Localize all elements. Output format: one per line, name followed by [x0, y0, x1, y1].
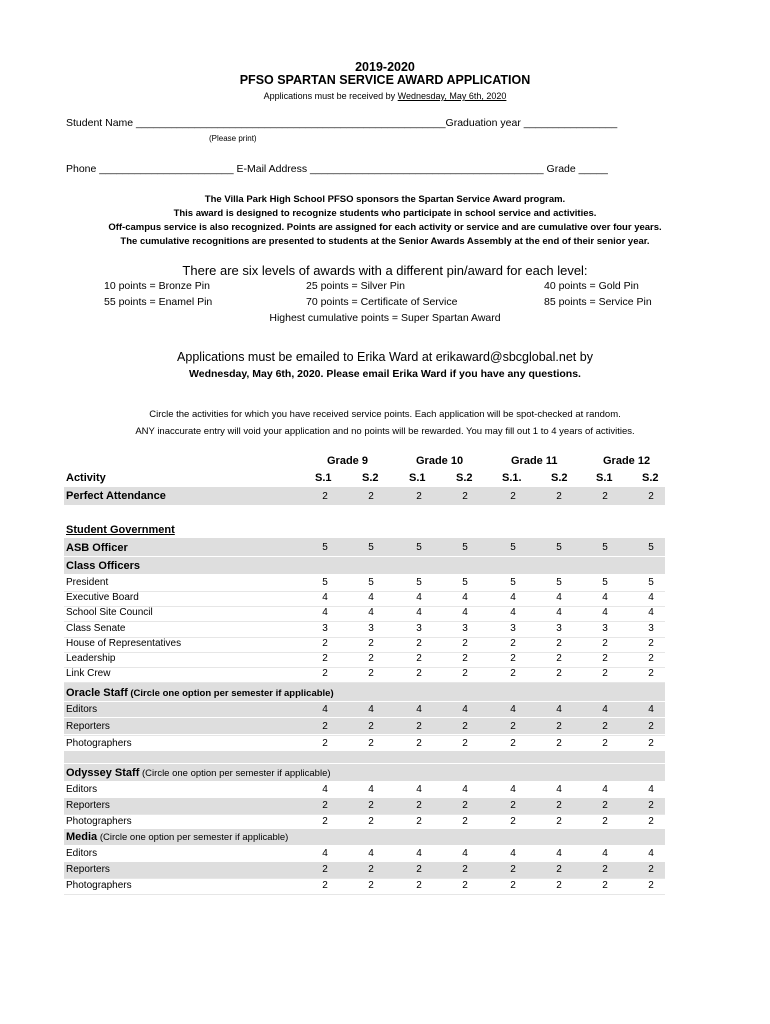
oracle-row-value[interactable]: 4 — [416, 704, 422, 715]
oracle-row-value[interactable]: 2 — [462, 738, 468, 749]
media-row-value[interactable]: 2 — [510, 864, 516, 875]
grade-9-header: Grade 9 — [327, 455, 368, 467]
odyssey-row-value[interactable]: 4 — [648, 784, 654, 795]
odyssey-row-label: Photographers — [66, 816, 132, 827]
media-row-value[interactable]: 4 — [556, 848, 562, 859]
class-officer-value[interactable]: 2 — [556, 653, 562, 664]
media-row-value[interactable]: 2 — [648, 864, 654, 875]
perfect-attendance-value[interactable]: 2 — [322, 491, 328, 502]
page-title: PFSO SPARTAN SERVICE AWARD APPLICATION — [239, 73, 531, 87]
level-silver: 25 points = Silver Pin — [306, 280, 405, 292]
perfect-attendance-value[interactable]: 2 — [648, 491, 654, 502]
sem-header: S.1. — [502, 472, 522, 484]
asb-officer-value[interactable]: 5 — [322, 542, 328, 553]
media-row-value[interactable]: 2 — [416, 880, 422, 891]
odyssey-row-value[interactable]: 4 — [368, 784, 374, 795]
odyssey-row-value[interactable]: 2 — [462, 816, 468, 827]
asb-officer-value[interactable]: 5 — [510, 542, 516, 553]
class-officer-value[interactable]: 5 — [368, 577, 374, 588]
oracle-row-value[interactable]: 2 — [648, 721, 654, 732]
level-gold: 40 points = Gold Pin — [544, 280, 639, 292]
media-row-label: Reporters — [66, 864, 110, 875]
row-divider — [64, 894, 665, 895]
instructions-line-2: ANY inaccurate entry will void your application and no points will be rewarded. You may fill out 1 to 4 years of activities. — [135, 426, 635, 437]
media-row-value[interactable]: 4 — [648, 848, 654, 859]
class-officer-value[interactable]: 3 — [322, 622, 328, 634]
class-officer-value[interactable]: 2 — [510, 637, 516, 649]
sem-header: S.1 — [409, 472, 426, 484]
media-row-value[interactable]: 4 — [416, 848, 422, 859]
class-officer-value[interactable]: 2 — [602, 653, 608, 664]
perfect-attendance-value[interactable]: 2 — [556, 491, 562, 502]
class-officer-value[interactable]: 2 — [462, 668, 468, 680]
intro-line-1: The Villa Park High School PFSO sponsors the Spartan Service Award program. — [204, 194, 566, 205]
oracle-row-value[interactable]: 2 — [368, 721, 374, 732]
oracle-row-value[interactable]: 2 — [416, 738, 422, 749]
media-row-value[interactable]: 4 — [368, 848, 374, 859]
class-officers-heading: Class Officers — [66, 560, 140, 572]
media-row-value[interactable]: 4 — [510, 848, 516, 859]
class-officer-value[interactable]: 4 — [368, 607, 374, 619]
row-divider — [64, 735, 665, 736]
year-heading: 2019-2020 — [355, 60, 415, 74]
class-officer-value[interactable]: 2 — [602, 668, 608, 680]
oracle-row-value[interactable]: 2 — [322, 721, 328, 732]
odyssey-row-value[interactable]: 2 — [602, 816, 608, 827]
odyssey-staff-heading: Odyssey Staff (Circle one option per semester if applicable) — [66, 767, 331, 779]
media-row-value[interactable]: 2 — [510, 880, 516, 891]
class-officer-value[interactable]: 2 — [416, 653, 422, 664]
class-officer-value[interactable]: 2 — [556, 668, 562, 680]
odyssey-row-value[interactable]: 2 — [322, 816, 328, 827]
class-officer-value[interactable]: 2 — [368, 668, 374, 680]
sem-header: S.1 — [596, 472, 613, 484]
oracle-row-value[interactable]: 2 — [322, 738, 328, 749]
intro-line-2: This award is designed to recognize students who participate in school service and activities. — [173, 208, 597, 219]
oracle-staff-heading: Oracle Staff (Circle one option per semester if applicable) — [66, 687, 334, 699]
oracle-row-value[interactable]: 2 — [648, 738, 654, 749]
class-officer-value[interactable]: 2 — [322, 668, 328, 680]
odyssey-row-value[interactable]: 2 — [416, 800, 422, 811]
class-officer-value[interactable]: 2 — [416, 668, 422, 680]
oracle-row-value[interactable]: 4 — [510, 704, 516, 715]
row-divider — [64, 814, 665, 815]
class-officer-value[interactable]: 5 — [556, 577, 562, 588]
perfect-attendance-value[interactable]: 2 — [462, 491, 468, 502]
class-officer-label: House of Representatives — [66, 637, 182, 649]
class-officer-value[interactable]: 2 — [602, 637, 608, 649]
class-officer-value[interactable]: 2 — [322, 637, 328, 649]
sem-header: S.2 — [551, 472, 568, 484]
email-line-1: Applications must be emailed to Erika Ward at erikaward@sbcglobal.net by — [177, 350, 593, 364]
odyssey-row-value[interactable]: 4 — [556, 784, 562, 795]
oracle-row-value[interactable]: 2 — [602, 721, 608, 732]
oracle-row-value[interactable]: 4 — [322, 704, 328, 715]
oracle-row-value[interactable]: 2 — [556, 738, 562, 749]
class-officer-value[interactable]: 2 — [648, 668, 654, 680]
class-officer-value[interactable]: 3 — [602, 622, 608, 634]
oracle-row-value[interactable]: 2 — [416, 721, 422, 732]
row-divider — [64, 878, 665, 879]
oracle-row-value[interactable]: 4 — [556, 704, 562, 715]
class-officer-label: Executive Board — [66, 592, 139, 604]
class-officer-value[interactable]: 4 — [556, 592, 562, 604]
phone-email-grade-line[interactable]: Phone _______________________ E-Mail Address ________________________________________ Grade _____ — [66, 163, 608, 175]
intro-line-3: Off-campus service is also recognized. Points are assigned for each activity or service and are cumulative over four years. — [108, 222, 662, 233]
odyssey-row-value[interactable]: 2 — [462, 800, 468, 811]
sem-header: S.2 — [642, 472, 659, 484]
grade-12-header: Grade 12 — [603, 455, 651, 467]
email-line-2: Wednesday, May 6th, 2020. Please email Erika Ward if you have any questions. — [189, 368, 581, 380]
class-officer-label: School Site Council — [66, 607, 153, 619]
class-officer-value[interactable]: 4 — [322, 592, 328, 604]
oracle-row-value[interactable]: 4 — [648, 704, 654, 715]
please-print-note: (Please print) — [209, 134, 257, 143]
odyssey-row-label: Reporters — [66, 800, 110, 811]
student-name-line[interactable]: Student Name _____________________________________________________Graduation year ________________ — [66, 117, 618, 129]
oracle-row-value[interactable]: 2 — [462, 721, 468, 732]
class-officer-value[interactable]: 4 — [510, 607, 516, 619]
odyssey-row-value[interactable]: 2 — [556, 816, 562, 827]
odyssey-row-value[interactable]: 2 — [322, 800, 328, 811]
oracle-row-label: Photographers — [66, 738, 132, 749]
asb-officer-value[interactable]: 5 — [602, 542, 608, 553]
deadline-prefix: Applications must be received by — [263, 91, 398, 101]
class-officer-value[interactable]: 5 — [416, 577, 422, 588]
class-officer-label: President — [66, 577, 109, 588]
sem-header: S.1 — [315, 472, 332, 484]
odyssey-row-value[interactable]: 2 — [416, 816, 422, 827]
oracle-row-value[interactable]: 4 — [602, 704, 608, 715]
sem-header: S.2 — [362, 472, 379, 484]
sem-header: S.2 — [456, 472, 473, 484]
class-officer-value[interactable]: 2 — [368, 653, 374, 664]
odyssey-row-value[interactable]: 4 — [462, 784, 468, 795]
media-heading: Media (Circle one option per semester if applicable) — [66, 831, 289, 843]
levels-heading: There are six levels of awards with a different pin/award for each level: — [182, 263, 588, 278]
asb-officer-value[interactable]: 5 — [556, 542, 562, 553]
asb-officer-label: ASB Officer — [66, 542, 128, 554]
odyssey-row-value[interactable]: 2 — [510, 800, 516, 811]
deadline-note — [0, 91, 770, 101]
odyssey-row-value[interactable]: 4 — [416, 784, 422, 795]
class-officer-value[interactable]: 2 — [416, 637, 422, 649]
media-row-value[interactable]: 2 — [556, 880, 562, 891]
class-officer-value[interactable]: 2 — [556, 637, 562, 649]
level-service-pin: 85 points = Service Pin — [544, 296, 652, 308]
class-officer-value[interactable]: 4 — [368, 592, 374, 604]
asb-officer-value[interactable]: 5 — [368, 542, 374, 553]
media-row-value[interactable]: 2 — [648, 880, 654, 891]
class-officer-value[interactable]: 4 — [462, 592, 468, 604]
odyssey-row-label: Editors — [66, 784, 98, 795]
student-government-heading: Student Government — [66, 524, 175, 536]
activity-header: Activity — [66, 472, 106, 484]
class-officer-value[interactable]: 3 — [416, 622, 422, 634]
odyssey-row-value[interactable]: 4 — [602, 784, 608, 795]
class-officer-value[interactable]: 5 — [510, 577, 516, 588]
media-row-label: Photographers — [66, 880, 132, 891]
asb-officer-value[interactable]: 5 — [416, 542, 422, 553]
class-officer-value[interactable]: 3 — [462, 622, 468, 634]
class-officer-label: Link Crew — [66, 668, 111, 680]
media-row-label: Editors — [66, 848, 98, 859]
row-shading — [64, 751, 665, 763]
asb-officer-value[interactable]: 5 — [462, 542, 468, 553]
deadline-date: Wednesday, May 6th, 2020 — [397, 91, 507, 101]
class-officer-value[interactable]: 3 — [510, 622, 516, 634]
level-certificate: 70 points = Certificate of Service — [306, 296, 458, 308]
class-officer-value[interactable]: 4 — [416, 592, 422, 604]
media-row-value[interactable]: 2 — [322, 880, 328, 891]
class-officer-value[interactable]: 5 — [648, 577, 654, 588]
level-super-spartan: Highest cumulative points = Super Spartan Award — [269, 312, 501, 324]
media-row-value[interactable]: 2 — [322, 864, 328, 875]
level-enamel: 55 points = Enamel Pin — [104, 296, 213, 308]
class-officer-value[interactable]: 2 — [648, 637, 654, 649]
class-officer-value[interactable]: 4 — [510, 592, 516, 604]
class-officer-value[interactable]: 4 — [322, 607, 328, 619]
media-row-value[interactable]: 2 — [602, 864, 608, 875]
odyssey-row-value[interactable]: 2 — [602, 800, 608, 811]
media-row-value[interactable]: 4 — [322, 848, 328, 859]
row-shading — [64, 557, 665, 574]
perfect-attendance-value[interactable]: 2 — [416, 491, 422, 502]
class-officer-value[interactable]: 4 — [462, 607, 468, 619]
class-officer-value[interactable]: 4 — [602, 607, 608, 619]
class-officer-value[interactable]: 2 — [510, 668, 516, 680]
class-officer-value[interactable]: 2 — [648, 653, 654, 664]
oracle-row-value[interactable]: 4 — [462, 704, 468, 715]
asb-officer-value[interactable]: 5 — [648, 542, 654, 553]
oracle-row-value[interactable]: 2 — [510, 738, 516, 749]
perfect-attendance-label: Perfect Attendance — [66, 490, 166, 502]
oracle-row-value[interactable]: 2 — [602, 738, 608, 749]
class-officer-value[interactable]: 3 — [368, 622, 374, 634]
odyssey-row-value[interactable]: 2 — [510, 816, 516, 827]
class-officer-value[interactable]: 4 — [648, 607, 654, 619]
class-officer-value[interactable]: 5 — [462, 577, 468, 588]
media-row-value[interactable]: 4 — [602, 848, 608, 859]
oracle-row-value[interactable]: 2 — [556, 721, 562, 732]
class-officer-label: Leadership — [66, 653, 116, 664]
intro-line-4: The cumulative recognitions are presented to students at the Senior Awards Assembly at the end of their senior year. — [120, 236, 650, 247]
class-officer-value[interactable]: 2 — [368, 637, 374, 649]
class-officer-value[interactable]: 4 — [648, 592, 654, 604]
perfect-attendance-value[interactable]: 2 — [602, 491, 608, 502]
instructions-line-1: Circle the activities for which you have received service points. Each application will be spot-checked at random. — [149, 409, 621, 420]
oracle-row-value[interactable]: 2 — [510, 721, 516, 732]
odyssey-row-value[interactable]: 2 — [648, 800, 654, 811]
class-officer-value[interactable]: 4 — [556, 607, 562, 619]
oracle-row-value[interactable]: 4 — [368, 704, 374, 715]
grade-11-header: Grade 11 — [511, 455, 558, 467]
oracle-row-label: Reporters — [66, 721, 110, 732]
oracle-row-value[interactable]: 2 — [368, 738, 374, 749]
odyssey-row-value[interactable]: 4 — [510, 784, 516, 795]
odyssey-row-value[interactable]: 2 — [648, 816, 654, 827]
odyssey-row-value[interactable]: 2 — [368, 816, 374, 827]
odyssey-row-value[interactable]: 4 — [322, 784, 328, 795]
class-officer-value[interactable]: 5 — [602, 577, 608, 588]
media-row-value[interactable]: 2 — [556, 864, 562, 875]
media-row-value[interactable]: 2 — [368, 864, 374, 875]
class-officer-value[interactable]: 4 — [602, 592, 608, 604]
class-officer-value[interactable]: 2 — [462, 637, 468, 649]
media-row-value[interactable]: 2 — [602, 880, 608, 891]
class-officer-value[interactable]: 2 — [462, 653, 468, 664]
class-officer-value[interactable]: 3 — [556, 622, 562, 634]
perfect-attendance-value[interactable]: 2 — [368, 491, 374, 502]
class-officer-value[interactable]: 2 — [322, 653, 328, 664]
media-row-value[interactable]: 2 — [462, 880, 468, 891]
class-officer-label: Class Senate — [66, 622, 126, 634]
media-row-value[interactable]: 2 — [462, 864, 468, 875]
odyssey-row-value[interactable]: 2 — [368, 800, 374, 811]
media-row-value[interactable]: 2 — [368, 880, 374, 891]
grade-10-header: Grade 10 — [416, 455, 464, 467]
class-officer-value[interactable]: 3 — [648, 622, 654, 634]
media-row-value[interactable]: 4 — [462, 848, 468, 859]
class-officer-value[interactable]: 5 — [322, 577, 328, 588]
level-bronze: 10 points = Bronze Pin — [104, 280, 210, 292]
media-row-value[interactable]: 2 — [416, 864, 422, 875]
oracle-row-label: Editors — [66, 704, 98, 715]
class-officer-value[interactable]: 4 — [416, 607, 422, 619]
odyssey-row-value[interactable]: 2 — [556, 800, 562, 811]
perfect-attendance-value[interactable]: 2 — [510, 491, 516, 502]
class-officer-value[interactable]: 2 — [510, 653, 516, 664]
